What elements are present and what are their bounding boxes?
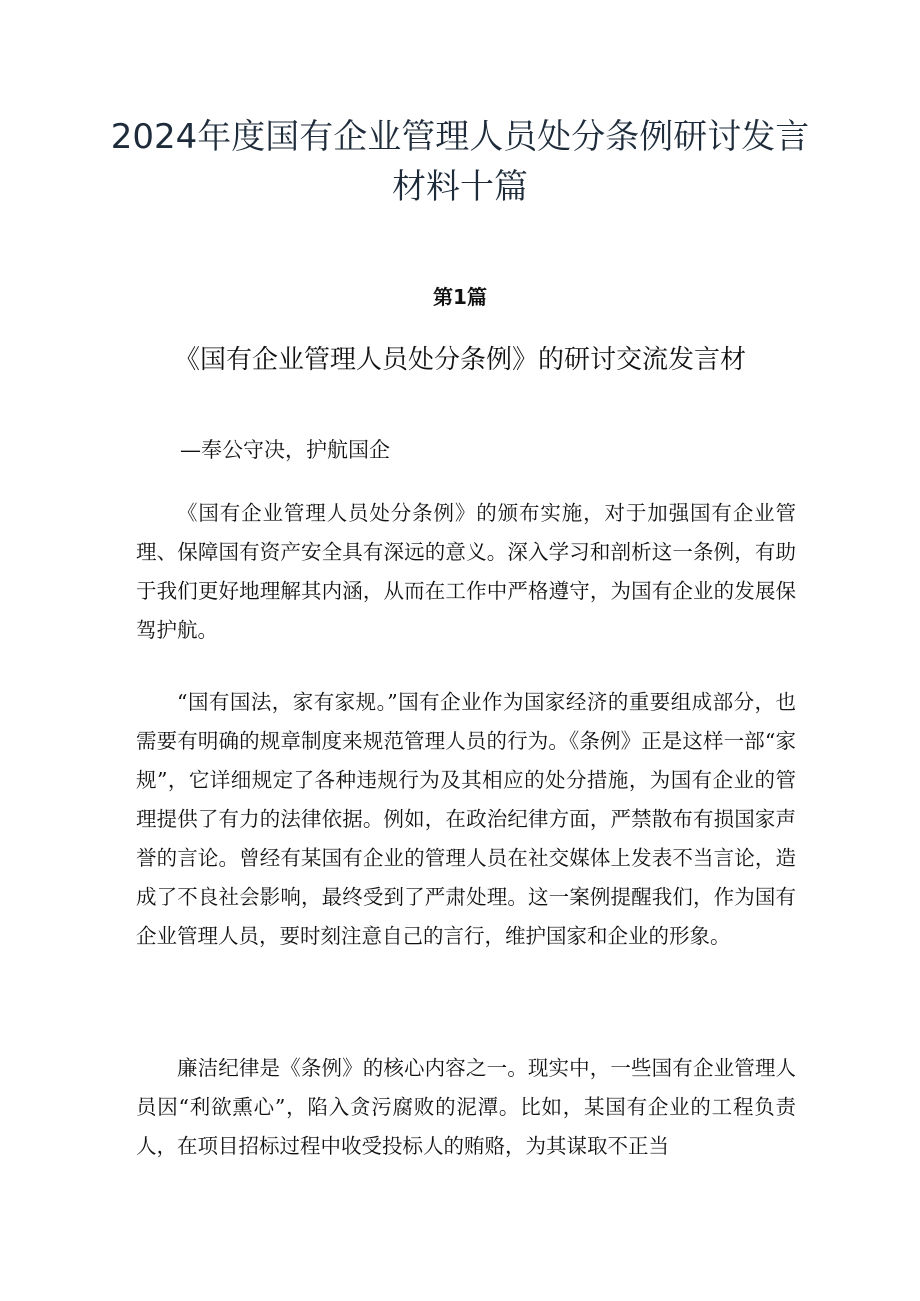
paragraph-2: “国有国法，家有家规。”国有企业作为国家经济的重要组成部分，也需要有明确的规章制度来规范管理人员的行为。《条例》正是这样一部“家规”，它详细规定了各种违规行为及其相应的处分措施，为国有企业的管理提供了有力的法律依据。例如，在政治纪律方面，严禁散布有损国家声誉的言论。曾经有某国有企业的管理人员在社交媒体上发表不当言论，造成了不良社会影响，最终受到了严肃处理。这一案例提醒我们，作为国有企业管理人员，要时刻注意自己的言行，维护国家和企业的形象。 (136, 690, 796, 948)
article-title: 《国有企业管理人员处分条例》的研讨交流发言材 (173, 345, 746, 375)
paragraph-1: 《国有企业管理人员处分条例》的颁布实施，对于加强国有企业管理、保障国有资产安全具有深远的意义。深入学习和剖析这一条例，有助于我们更好地理解其内涵，从而在工作中严格遵守，为国有企业的发展保驾护航。 (136, 501, 796, 642)
document-title: 2024年度国有企业管理人员处分条例研讨发言材料十篇 (110, 117, 810, 207)
paragraph-3: 廉洁纪律是《条例》的核心内容之一。现实中，一些国有企业管理人员因“利欲熏心”，陷入贪污腐败的泥潭。比如，某国有企业的工程负责人，在项目招标过程中收受投标人的贿赂，为其谋取不正当 (136, 1056, 796, 1158)
article-subtitle: —奉公守决，护航国企 (180, 438, 390, 462)
article-number-label: 第1篇 (433, 285, 487, 309)
